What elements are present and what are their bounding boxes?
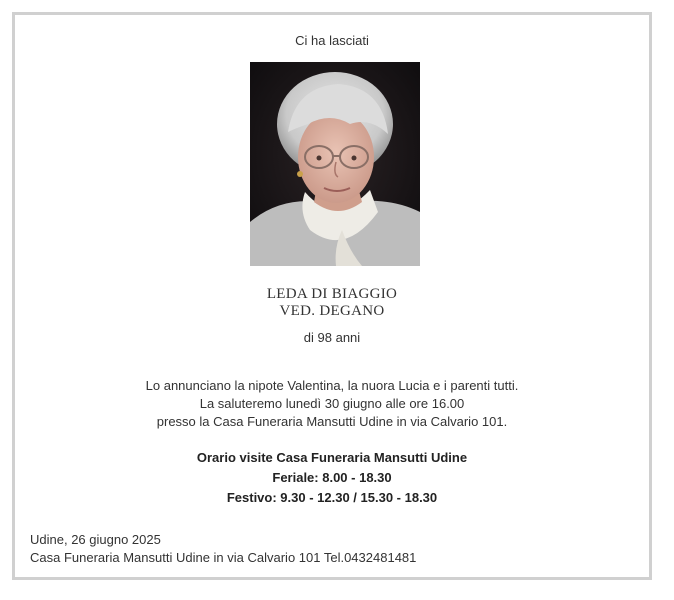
- visiting-hours-holidays: Festivo: 9.30 - 12.30 / 15.30 - 18.30: [226, 490, 438, 505]
- announcement-line-1: Lo annunciano la nipote Valentina, la nuora Lucia e i parenti tutti.: [145, 378, 519, 393]
- visiting-hours-title: Orario visite Casa Funeraria Mansutti Udine: [196, 450, 468, 465]
- deceased-age: di 98 anni: [303, 330, 361, 345]
- announcement-line-2: La saluteremo lunedì 30 giugno alle ore 16.00: [199, 396, 465, 411]
- portrait-photo: [250, 62, 420, 266]
- portrait-image: [250, 62, 420, 266]
- obituary-card: [12, 12, 652, 580]
- header-text: Ci ha lasciati: [295, 33, 369, 48]
- announcement-line-3: presso la Casa Funeraria Mansutti Udine in via Calvario 101.: [156, 414, 508, 429]
- footer-contact: Casa Funeraria Mansutti Udine in via Calvario 101 Tel.0432481481: [30, 550, 417, 565]
- visiting-hours-weekdays: Feriale: 8.00 - 18.30: [272, 470, 392, 485]
- footer-place-date: Udine, 26 giugno 2025: [30, 532, 161, 547]
- deceased-married-name: VED. DEGANO: [279, 303, 385, 319]
- deceased-name: LEDA DI BIAGGIO: [266, 286, 398, 302]
